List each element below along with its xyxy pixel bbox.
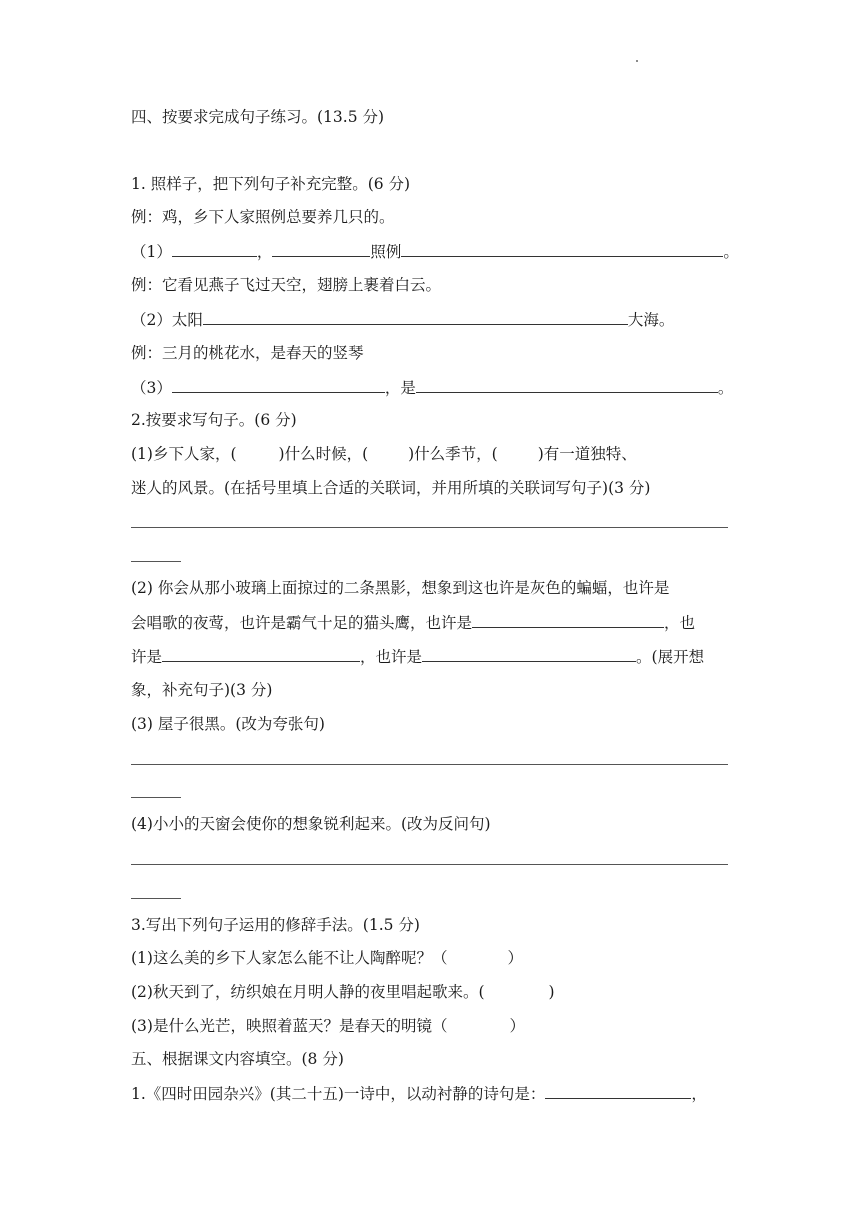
close-paren: ) (548, 983, 555, 1001)
q2-s1-line2: 迷人的风景。(在括号里填上合适的关联词，并用所填的关联词写句子)(3 分) (131, 479, 651, 497)
q2-s2-line2 (131, 612, 695, 633)
q1-item-3-end: 。 (717, 379, 734, 397)
q2-s2-text: ，也 (664, 614, 696, 632)
q3-title: 3.写出下列句子运用的修辞手法。(1.5 分) (131, 916, 420, 934)
q3-s2-text: (2)秋天到了，纺织娘在月明人静的夜里唱起歌来。( (131, 983, 485, 1001)
q3-s3 (131, 1016, 525, 1036)
blank-field[interactable] (472, 612, 664, 628)
s5-q1-end: ， (691, 1085, 707, 1103)
q1-example-2: 例：它看见燕子飞过天空，翅膀上裹着白云。 (131, 276, 442, 294)
blank-field[interactable] (422, 646, 636, 662)
q2-s2-line3 (131, 646, 704, 667)
answer-line[interactable] (131, 764, 728, 765)
q3-s1-text: (1)这么美的乡下人家怎么能不让人陶醉呢？（ (131, 949, 448, 967)
answer-line-tail (131, 797, 181, 798)
close-paren: ） (509, 1017, 525, 1035)
section-5-title: 五、根据课文内容填空。(8 分) (131, 1050, 344, 1068)
q1-item-1-comma: ， (256, 243, 273, 261)
q1-item-1 (131, 241, 739, 262)
blank-field[interactable] (172, 377, 385, 393)
q2-s1-part-a: (1)乡下人家，( (131, 445, 237, 463)
q2-s2-line1: (2) 你会从那小玻璃上面掠过的二条黑影，想象到这也许是灰色的蝙蝠，也许是 (131, 579, 670, 597)
q2-s2-text: 会唱歌的夜莺，也许是霸气十足的猫头鹰，也许是 (131, 614, 473, 632)
blank-field[interactable] (203, 309, 628, 325)
answer-line[interactable] (131, 527, 728, 528)
q1-item-2-end: 大海。 (627, 311, 675, 329)
q3-s2 (131, 982, 555, 1002)
q2-s3: (3) 屋子很黑。(改为夸张句) (131, 715, 325, 733)
s5-q1-text: 1.《四时田园杂兴》(其二十五)一诗中，以动衬静的诗句是： (131, 1085, 546, 1103)
q2-s2-text: 。(展开想 (636, 648, 705, 666)
q1-title: 1. 照样子，把下列句子补充完整。(6 分) (131, 175, 411, 193)
q2-s1-part-b: )什么时候，( (278, 445, 369, 463)
close-paren: ） (507, 949, 523, 967)
q2-s1-line1 (131, 444, 637, 464)
blank-field[interactable] (545, 1083, 691, 1099)
answer-line[interactable] (131, 864, 728, 865)
blank-field[interactable] (172, 241, 257, 257)
answer-line-tail (131, 898, 181, 899)
q1-item-3-num: （3） (131, 379, 172, 397)
q2-s1-part-c: )什么季节，( (408, 445, 498, 463)
q1-item-2-num: （2）太阳 (131, 311, 203, 329)
q1-item-1-num: （1） (131, 243, 172, 261)
blank-field[interactable] (401, 241, 723, 257)
q2-s2-text: ，也许是 (360, 648, 423, 666)
answer-line-tail (131, 561, 181, 562)
q1-item-1-mid: 照例 (370, 243, 402, 261)
q1-item-3-mid: ，是 (384, 379, 416, 397)
q2-s1-part-d: )有一道独特、 (537, 445, 637, 463)
q3-s3-text: (3)是什么光芒，映照着蓝天？是春天的明镜（ (131, 1017, 448, 1035)
q1-item-1-end: 。 (723, 243, 739, 261)
q1-example-1: 例：鸡，乡下人家照例总要养几只的。 (131, 208, 395, 226)
q1-example-3: 例：三月的桃花水，是春天的竖琴 (131, 344, 364, 362)
q3-s1 (131, 948, 523, 968)
q2-title: 2.按要求写句子。(6 分) (131, 411, 297, 429)
q2-s4: (4)小小的天窗会使你的想象锐利起来。(改为反问句) (131, 815, 491, 833)
blank-field[interactable] (272, 241, 370, 257)
q2-s2-line4: 象，补充句子)(3 分) (131, 681, 273, 699)
blank-field[interactable] (416, 377, 718, 393)
q1-item-2 (131, 309, 674, 330)
s5-q1 (131, 1083, 707, 1104)
q2-s2-text: 许是 (131, 648, 163, 666)
scan-dot (636, 60, 638, 62)
q1-item-3 (131, 377, 733, 398)
blank-field[interactable] (162, 646, 360, 662)
section-4-title: 四、按要求完成句子练习。(13.5 分) (131, 108, 385, 126)
